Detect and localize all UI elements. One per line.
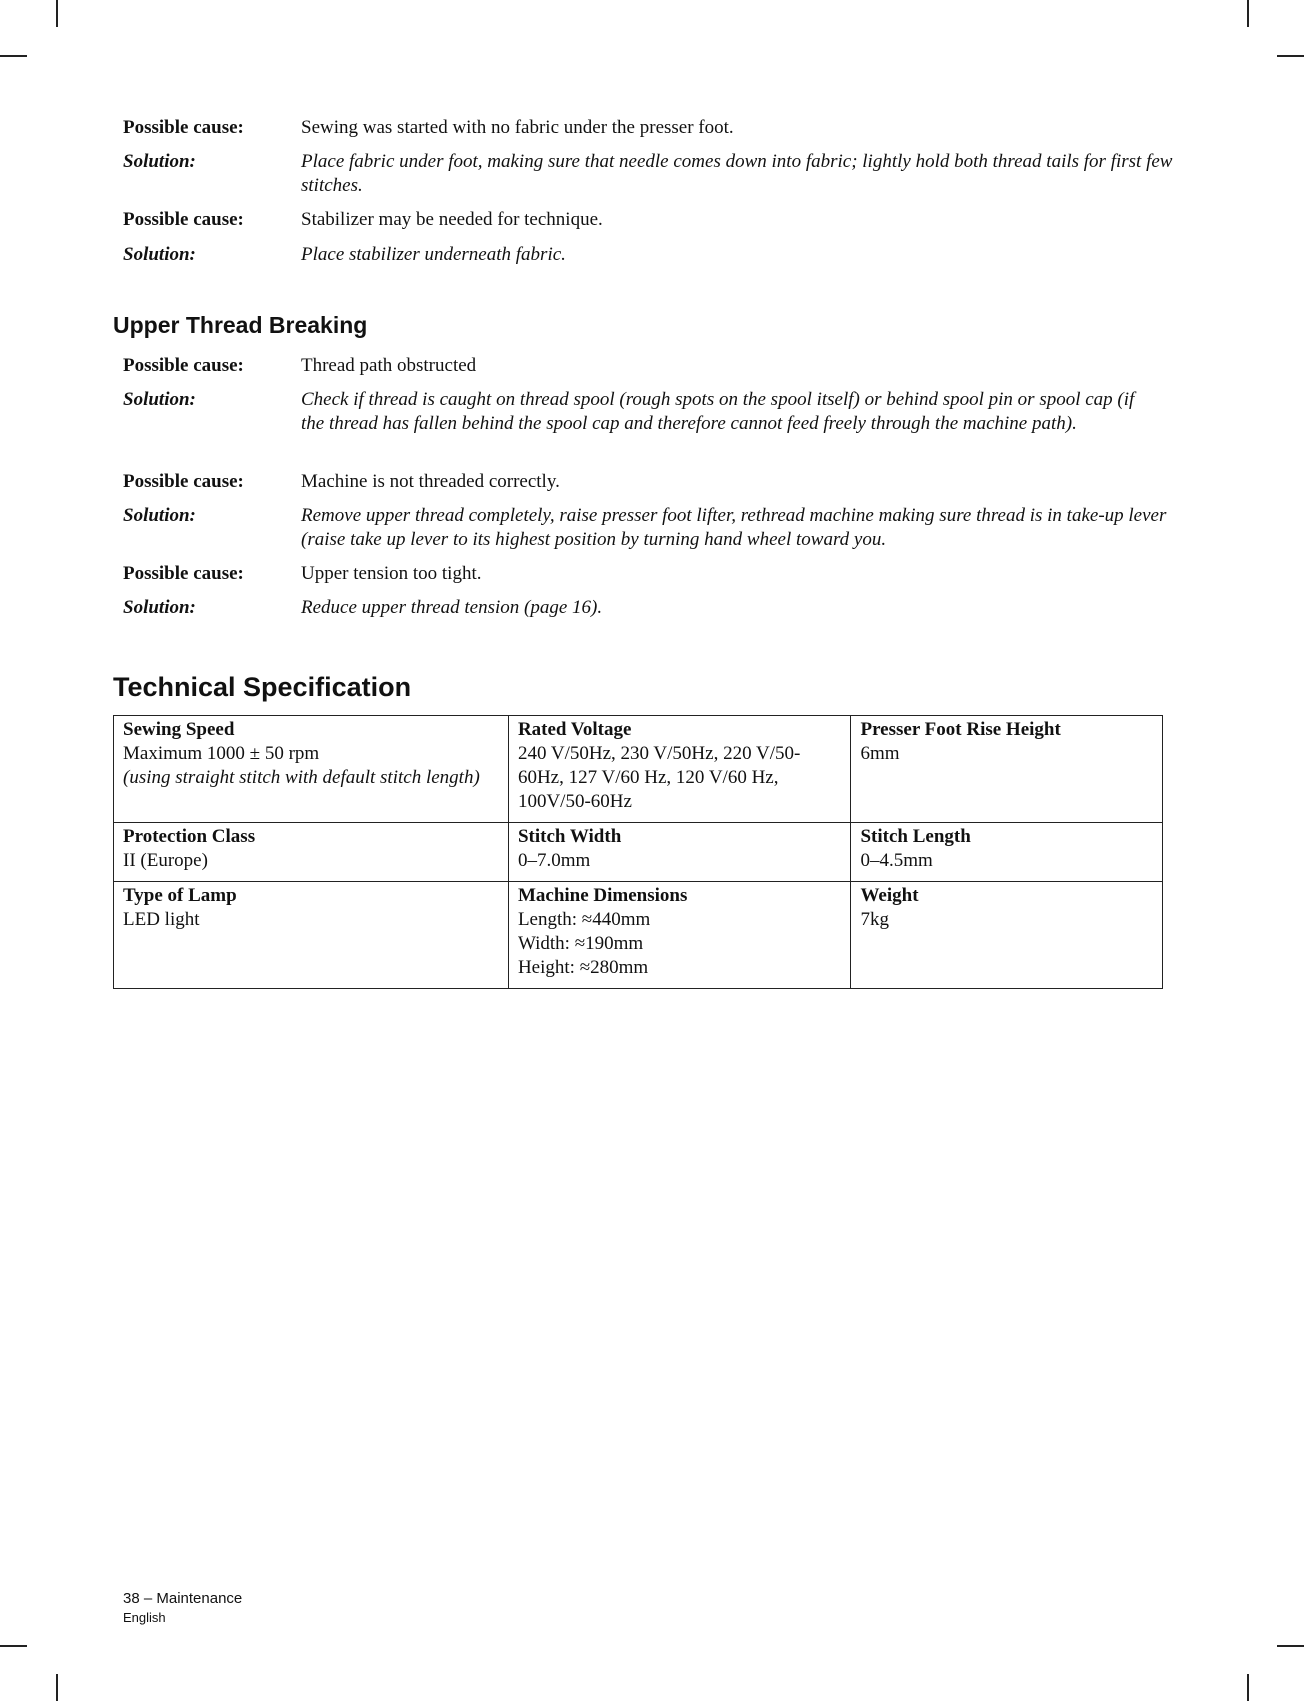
cause-text: Sewing was started with no fabric under the presser foot. bbox=[301, 117, 734, 138]
cause-label: Possible cause: bbox=[123, 355, 244, 376]
spec-value: 7kg bbox=[860, 909, 889, 930]
crop-mark bbox=[0, 55, 27, 57]
cause-row bbox=[123, 470, 1183, 494]
solution-label: Solution: bbox=[123, 244, 196, 265]
cause-row bbox=[123, 354, 1183, 378]
spec-value: 6mm bbox=[860, 743, 900, 764]
table-row bbox=[114, 882, 1163, 989]
cause-label: Possible cause: bbox=[123, 117, 244, 138]
cause-row bbox=[123, 562, 1183, 586]
table-row bbox=[114, 823, 1163, 882]
spec-title: Machine Dimensions bbox=[517, 885, 688, 906]
spec-cell-presser-foot bbox=[851, 716, 1163, 823]
cause-label: Possible cause: bbox=[123, 209, 244, 230]
spec-value: 0–7.0mm bbox=[517, 850, 591, 871]
spec-value: LED light bbox=[123, 909, 200, 930]
spec-cell-sewing-speed bbox=[114, 716, 509, 823]
spec-title: Weight bbox=[860, 885, 919, 906]
spec-cell-stitch-width bbox=[508, 823, 851, 882]
spec-title: Type of Lamp bbox=[123, 885, 237, 906]
spec-title: Protection Class bbox=[123, 826, 256, 847]
spec-title: Stitch Width bbox=[517, 826, 622, 847]
spec-value: 0–4.5mm bbox=[860, 850, 933, 871]
spec-cell-protection-class bbox=[114, 823, 509, 882]
spec-cell-stitch-length bbox=[851, 823, 1163, 882]
crop-mark bbox=[56, 1674, 58, 1701]
cause-label: Possible cause: bbox=[123, 563, 244, 584]
solution-row bbox=[123, 504, 1183, 552]
cause-label: Possible cause: bbox=[123, 471, 244, 492]
solution-row bbox=[123, 150, 1183, 198]
crop-mark bbox=[56, 0, 58, 27]
solution-row bbox=[123, 243, 1183, 267]
spec-title: Rated Voltage bbox=[517, 719, 632, 740]
spec-note: (using straight stitch with default stitch length) bbox=[123, 767, 480, 788]
crop-mark bbox=[1277, 55, 1304, 57]
spec-title: Stitch Length bbox=[860, 826, 971, 847]
footer-language: English bbox=[123, 1610, 166, 1625]
table-row bbox=[114, 716, 1163, 823]
solution-row bbox=[123, 596, 1183, 620]
solution-row bbox=[123, 388, 1183, 436]
cause-text: Machine is not threaded correctly. bbox=[301, 471, 560, 492]
cause-text: Thread path obstructed bbox=[301, 355, 477, 376]
cause-row bbox=[123, 116, 1183, 140]
section-heading-tech-spec: Technical Specification bbox=[113, 672, 412, 702]
footer-page-label: 38 – Maintenance bbox=[123, 1590, 243, 1607]
spec-cell-rated-voltage bbox=[508, 716, 851, 823]
crop-mark bbox=[1247, 1674, 1249, 1701]
spec-cell-weight bbox=[851, 882, 1163, 989]
spec-value: Length: ≈440mm bbox=[517, 909, 651, 930]
spec-title: Sewing Speed bbox=[123, 719, 235, 740]
cause-text: Upper tension too tight. bbox=[301, 563, 482, 584]
solution-text: Place fabric under foot, making sure that needle comes down into fabric; lightly hold both thread tails for first few stitches. bbox=[301, 151, 1173, 196]
spec-cell-lamp bbox=[114, 882, 509, 989]
spec-value: II (Europe) bbox=[123, 850, 208, 871]
solution-label: Solution: bbox=[123, 151, 196, 172]
section-heading-upper-thread: Upper Thread Breaking bbox=[113, 312, 368, 338]
spec-table bbox=[113, 715, 1163, 989]
solution-text: Place stabilizer underneath fabric. bbox=[301, 244, 566, 265]
solution-text: Remove upper thread completely, raise presser foot lifter, rethread machine making sure thread is in take-up lever (raise take up lever to its highest position by turning hand wheel toward you. bbox=[301, 505, 1167, 550]
cause-text: Stabilizer may be needed for technique. bbox=[301, 209, 603, 230]
solution-text: Check if thread is caught on thread spool (rough spots on the spool itself) or behind spool pin or spool cap (if the thread has fallen behind the spool cap and therefore cannot feed freely through the machine path). bbox=[301, 389, 1135, 434]
solution-label: Solution: bbox=[123, 505, 196, 526]
spec-value: Maximum 1000 ± 50 rpm bbox=[123, 743, 320, 764]
crop-mark bbox=[1277, 1645, 1304, 1647]
crop-mark bbox=[1247, 0, 1249, 27]
solution-label: Solution: bbox=[123, 389, 196, 410]
crop-mark bbox=[0, 1645, 27, 1647]
spec-value: Width: ≈190mm bbox=[517, 933, 644, 954]
spec-value: 240 V/50Hz, 230 V/50Hz, 220 V/50-60Hz, 127 V/60 Hz, 120 V/60 Hz, 100V/50-60Hz bbox=[517, 743, 801, 812]
spec-cell-dimensions bbox=[508, 882, 851, 989]
solution-label: Solution: bbox=[123, 597, 196, 618]
solution-text: Reduce upper thread tension (page 16). bbox=[301, 597, 603, 618]
spec-title: Presser Foot Rise Height bbox=[860, 719, 1061, 740]
spec-value: Height: ≈280mm bbox=[517, 957, 649, 978]
cause-row bbox=[123, 208, 1183, 232]
